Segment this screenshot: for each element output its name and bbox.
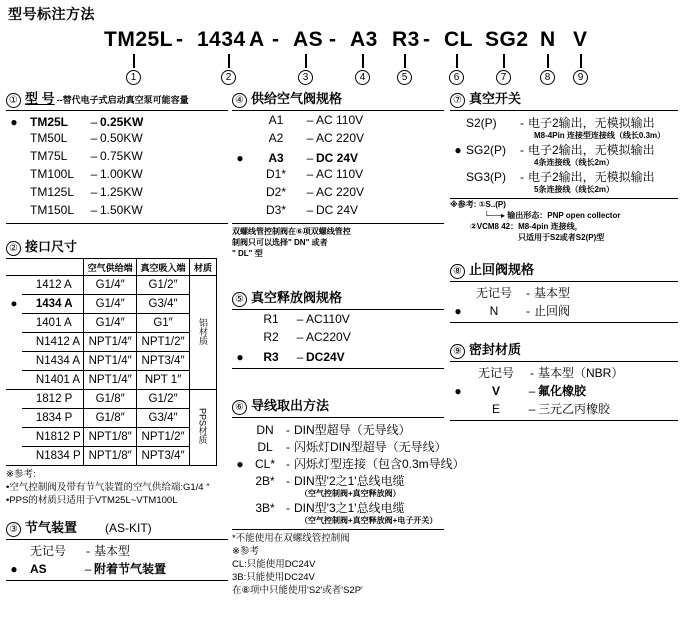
section-4-options (232, 110, 444, 224)
option-row[interactable] (232, 312, 444, 330)
section-3-energy-saver (6, 517, 228, 581)
option-value: 三元乙丙橡胶 (538, 402, 611, 416)
table-header-cell: 真空吸入端 (137, 259, 190, 276)
corner-arrow-icon: └──▸ (484, 211, 506, 220)
option-code: D2* (265, 185, 286, 199)
model-code-line (0, 28, 680, 86)
note-line: ※参考: (6, 469, 36, 480)
selection-bullet-icon: ● (10, 298, 18, 310)
selection-bullet-icon: ● (10, 115, 18, 129)
model-code-token-7: CL (444, 28, 473, 51)
option-code: AS (30, 562, 47, 576)
option-code: 2B* (255, 474, 275, 488)
table-cell-material (190, 390, 217, 466)
selection-bullet-icon (6, 428, 22, 447)
section-8-check-valve (450, 259, 678, 323)
section-7-number: ⑦ (450, 93, 465, 108)
model-code-dash-1: - (176, 28, 183, 51)
selection-bullet-icon (6, 352, 22, 371)
option-dash: - (530, 366, 534, 380)
option-code: R3 (263, 350, 279, 364)
option-dash: – (306, 167, 314, 181)
section-1-title: 型 号 (25, 91, 55, 106)
option-code: 无记号 (477, 366, 514, 380)
section-4-heading (232, 88, 444, 108)
option-value: DC 24V (316, 203, 359, 217)
table-cell-air-supply: G1/4″ (84, 314, 137, 333)
section-3-heading (6, 517, 228, 537)
model-code-tick-④ (362, 54, 364, 68)
option-row[interactable] (232, 149, 444, 167)
selection-bullet-icon: ● (454, 304, 462, 318)
section-1-options (6, 110, 228, 224)
model-code-token-1: TM25L (104, 28, 174, 51)
option-row[interactable] (450, 364, 678, 382)
table-cell-model: 1834 P (22, 409, 84, 428)
table-header-cell: 空气供给端 (84, 259, 137, 276)
section-2-title: 接口尺寸 (25, 239, 78, 254)
option-value: DIN型'2之1'总线电缆 (294, 474, 405, 488)
table-cell-vacuum-inlet: NPT 1″ (137, 371, 190, 390)
note-line: 双螺线管控制阀在⑥项双螺线管控 (232, 227, 351, 236)
option-value: 闪烁灯DIN型超导（无导线） (294, 440, 447, 454)
option-row[interactable] (6, 131, 228, 149)
option-row[interactable] (450, 114, 678, 141)
option-value: 电子2输出，无模拟输出 (528, 170, 655, 184)
selection-bullet-icon (6, 333, 22, 352)
model-code-tick-③ (305, 54, 307, 68)
option-dash: – (90, 203, 98, 217)
option-value: DIN型'3之1'总线电缆 (294, 501, 405, 515)
section-5-vacuum-release-valve (232, 287, 444, 369)
section-9-seal-material (450, 339, 678, 421)
table-cell-model: 1401 A (22, 314, 84, 333)
option-value: 1.50KW (100, 203, 143, 217)
option-dash: – (306, 113, 314, 127)
option-value: AC 110V (316, 113, 364, 127)
section-1-heading (6, 88, 228, 108)
selection-bullet-icon (6, 447, 22, 466)
table-row[interactable] (6, 371, 217, 390)
section-6-heading (232, 395, 444, 415)
option-dash: – (90, 167, 98, 181)
section-7-heading (450, 88, 678, 108)
selection-bullet-icon (6, 371, 22, 390)
option-dash: - (286, 423, 290, 437)
option-code: DL (257, 440, 273, 454)
option-value: 0.50KW (100, 131, 143, 145)
section-2-heading (6, 236, 228, 256)
option-value: AC220V (306, 330, 351, 344)
note-line: *不能使用在双螺线管控制阀 (232, 533, 350, 544)
option-dash: – (296, 350, 304, 364)
model-code-tick-⑨ (580, 54, 582, 68)
table-row[interactable] (6, 352, 217, 371)
option-dash: – (306, 185, 314, 199)
option-code: CL* (254, 457, 275, 471)
option-code: R1 (263, 312, 279, 326)
option-value: 氟化橡胶 (538, 384, 587, 398)
table-cell-air-supply: NPT1/8″ (84, 428, 137, 447)
option-value: 1.25KW (100, 185, 143, 199)
option-sub-caption: 5条连接线（线长2m） (534, 185, 615, 194)
option-value: 0.25KW (100, 115, 144, 129)
model-code-index-⑨: 9 (573, 70, 588, 85)
model-code-token-6: R3 (392, 28, 420, 51)
model-code-token-10: V (573, 28, 588, 51)
table-cell-vacuum-inlet: G1″ (137, 314, 190, 333)
option-row[interactable] (232, 330, 444, 348)
option-row[interactable] (450, 302, 678, 320)
option-code: 无记号 (475, 286, 512, 300)
option-value: 基本型（NBR） (538, 366, 624, 380)
option-value: 止回阀 (534, 304, 571, 318)
option-code: A2 (268, 131, 284, 145)
table-cell-model: 1412 A (22, 276, 84, 295)
option-sub-caption: M8-4Pin 连接型连接线（线长0.3m） (534, 131, 666, 140)
table-row[interactable] (6, 428, 217, 447)
option-row[interactable] (232, 348, 444, 366)
section-8-number: ⑧ (450, 264, 465, 279)
section-6-lead-wire-method (232, 395, 465, 597)
selection-bullet-icon: ● (10, 562, 18, 576)
section-7-note-line2-wrap (450, 210, 678, 221)
section-9-options (450, 361, 678, 421)
note-line: •PPS的材质只适用于VTM25L~VTM100L (6, 495, 178, 506)
option-sub-caption: 4条连接线（线长2m） (534, 158, 615, 167)
table-cell-air-supply: NPT1/4″ (84, 333, 137, 352)
option-code: TM100L (30, 167, 75, 181)
model-code-tick-⑦ (503, 54, 505, 68)
option-row[interactable] (450, 168, 678, 195)
table-cell-vacuum-inlet: G1/2″ (137, 390, 190, 409)
option-code: TM150L (30, 203, 75, 217)
option-dash: - (526, 286, 530, 300)
option-dash: - (286, 457, 290, 471)
section-1-model (6, 88, 228, 224)
model-code-tick-① (133, 54, 135, 68)
option-value: 基本型 (534, 286, 571, 300)
selection-bullet-icon: ● (236, 457, 244, 471)
option-dash: – (306, 151, 314, 165)
option-code: R2 (263, 330, 279, 344)
section-6-notes (232, 530, 444, 597)
section-5-title: 真空释放阀规格 (251, 290, 343, 305)
option-row[interactable] (232, 167, 444, 185)
option-value: 电子2输出，无模拟输出 (528, 143, 655, 157)
option-row[interactable] (232, 499, 444, 526)
selection-bullet-icon (6, 314, 22, 333)
table-cell-model: N1434 A (22, 352, 84, 371)
option-dash: - (286, 440, 290, 454)
table-cell-vacuum-inlet: NPT1/2″ (137, 428, 190, 447)
option-value: 1.00KW (100, 167, 143, 181)
section-8-title: 止回阀规格 (469, 262, 535, 277)
table-cell-material-text: 铝材质 (198, 317, 208, 345)
option-dash: – (296, 312, 304, 326)
section-1-number: ① (6, 93, 21, 108)
selection-bullet-icon: ● (454, 143, 462, 157)
section-3-number: ③ (6, 522, 21, 537)
option-dash: – (90, 115, 98, 129)
option-dash: – (528, 402, 536, 416)
section-5-options (232, 309, 444, 369)
option-row[interactable] (232, 113, 444, 131)
option-row[interactable] (450, 382, 678, 400)
column-middle (232, 88, 465, 599)
selection-bullet-icon (6, 276, 22, 295)
option-row[interactable] (232, 131, 444, 149)
model-code-index-①: 1 (126, 70, 141, 85)
model-code-token-2: 1434 (197, 28, 246, 51)
model-code-tick-② (228, 54, 230, 68)
option-dash: - (520, 170, 524, 184)
section-4-number: ④ (232, 93, 247, 108)
note-line: 3B:只能使用DC24V (232, 572, 315, 583)
table-cell-vacuum-inlet: G3/4″ (137, 295, 190, 314)
option-dash: – (90, 185, 98, 199)
section-7-note-line2: 输出形态：PNP open collector (507, 211, 621, 220)
section-7-note-line4: 只适用于S2或者S2(P)型 (518, 233, 605, 242)
model-code-index-⑧: 8 (540, 70, 555, 85)
option-value: DC 24V (316, 151, 359, 165)
section-4-title: 供给空气阀规格 (251, 91, 343, 106)
option-dash: - (286, 501, 290, 515)
section-7-note-line3: ②VCM8 42：M8-4pin 连接线， (470, 222, 583, 231)
option-dash: – (90, 149, 98, 163)
model-code-index-⑤: 5 (397, 70, 412, 85)
section-7-title: 真空开关 (469, 91, 522, 106)
column-left (6, 88, 228, 583)
option-dash: - (520, 143, 524, 157)
option-row[interactable] (450, 141, 678, 168)
table-header-cell: 材质 (190, 259, 217, 276)
option-code: SG3(P) (466, 170, 507, 184)
section-7-notes (450, 199, 678, 243)
option-value: 附着节气装置 (94, 562, 167, 576)
option-code: DN (256, 423, 274, 437)
table-header-blank (6, 259, 22, 276)
section-7-options (450, 110, 678, 199)
option-dash: – (296, 330, 304, 344)
table-cell-material (190, 276, 217, 390)
option-value: 基本型 (94, 544, 131, 558)
option-dash: – (306, 203, 314, 217)
section-5-number: ⑤ (232, 292, 247, 307)
option-row[interactable] (232, 455, 465, 472)
model-code-token-3: A (249, 28, 265, 51)
note-line: " DL" 型 (232, 249, 263, 258)
option-row[interactable] (6, 149, 228, 167)
section-4-supply-air-valve (232, 88, 444, 259)
model-code-token-9: N (540, 28, 556, 51)
option-code: TM25L (30, 115, 69, 129)
note-line: •空气控制阀及带有节气装置的空气供给端:G1/4 ″ (6, 482, 210, 493)
model-code-tick-⑧ (547, 54, 549, 68)
section-3-suffix: (AS-KIT) (105, 521, 152, 535)
note-line: ※参考 (232, 546, 259, 557)
table-cell-air-supply: G1/4″ (84, 295, 137, 314)
option-code: A3 (268, 151, 284, 165)
option-value: 电子2输出，无模拟输出 (528, 116, 655, 130)
selection-bullet-icon (6, 409, 22, 428)
table-cell-material-text: PPS材质 (197, 407, 208, 444)
option-sub-caption: （空气控制阀+真空释放阀） (300, 489, 401, 498)
option-dash: – (306, 131, 314, 145)
option-sub-caption: （空气控制阀+真空释放阀+电子开关） (300, 516, 438, 525)
section-3-title: 节气装置 (25, 520, 78, 535)
option-value: DIN型超导（无导线） (294, 423, 411, 437)
option-row[interactable] (6, 113, 228, 131)
table-row[interactable] (6, 276, 217, 295)
model-code-token-8: SG2 (485, 28, 529, 51)
table-header-row (6, 259, 217, 276)
interface-size-table (6, 258, 217, 466)
table-row[interactable] (6, 295, 217, 314)
option-code: E (491, 402, 500, 416)
option-value: DC24V (306, 350, 345, 364)
option-row[interactable] (450, 284, 678, 302)
section-2-interface-size (6, 236, 228, 507)
table-cell-vacuum-inlet: NPT3/4″ (137, 352, 190, 371)
option-row[interactable] (450, 400, 678, 418)
option-code: D1* (265, 167, 286, 181)
table-row[interactable] (6, 314, 217, 333)
section-2-number: ② (6, 241, 21, 256)
option-value: AC110V (306, 312, 350, 326)
option-row[interactable] (6, 203, 228, 221)
table-row[interactable] (6, 390, 217, 409)
section-3-options (6, 539, 228, 581)
section-9-heading (450, 339, 678, 359)
model-code-dash-2: - (272, 28, 279, 51)
note-line: 在⑧项中只能使用'S2'或者'S2P' (232, 585, 363, 596)
option-dash: - (526, 304, 530, 318)
option-code: A1 (268, 113, 284, 127)
table-cell-air-supply: G1/4″ (84, 276, 137, 295)
option-code: TM125L (30, 185, 75, 199)
model-code-index-④: 4 (355, 70, 370, 85)
section-9-title: 密封材质 (469, 342, 522, 357)
option-row[interactable] (6, 560, 228, 578)
model-code-index-⑥: 6 (449, 70, 464, 85)
table-cell-vacuum-inlet: NPT3/4″ (137, 447, 190, 466)
option-value: 0.75KW (100, 149, 143, 163)
section-8-options (450, 281, 678, 323)
option-value: 闪烁灯型连接（包含0.3m导线） (294, 457, 465, 471)
option-value: AC 110V (316, 167, 364, 181)
option-row[interactable] (6, 185, 228, 203)
note-line: 制阀只可以选择" DN" 或者 (232, 238, 328, 247)
table-cell-air-supply: NPT1/8″ (84, 447, 137, 466)
option-dash: - (86, 544, 90, 558)
table-cell-air-supply: G1/8″ (84, 409, 137, 428)
section-6-options (232, 417, 465, 530)
table-row[interactable] (6, 333, 217, 352)
option-row[interactable] (232, 203, 444, 221)
page-title: 型号标注方法 (8, 6, 95, 22)
table-cell-air-supply: NPT1/4″ (84, 371, 137, 390)
model-code-tick-⑤ (404, 54, 406, 68)
table-row[interactable] (6, 447, 217, 466)
table-cell-air-supply: NPT1/4″ (84, 352, 137, 371)
section-5-heading (232, 287, 444, 307)
option-dash: - (520, 116, 524, 130)
option-dash: – (528, 384, 536, 398)
option-value: AC 220V (316, 131, 365, 145)
option-value: AC 220V (316, 185, 365, 199)
table-header-model (22, 259, 84, 276)
option-row[interactable] (232, 438, 447, 455)
option-code: S2(P) (466, 116, 497, 130)
option-code: SG2(P) (466, 143, 507, 157)
table-cell-model: 1434 A (22, 295, 84, 314)
selection-bullet-icon: ● (236, 151, 244, 165)
section-7-vacuum-switch (450, 88, 678, 243)
selection-bullet-icon (6, 390, 22, 409)
model-code-tick-⑥ (456, 54, 458, 68)
option-code: TM50L (30, 131, 68, 145)
option-code: N (489, 304, 499, 318)
option-dash: – (84, 562, 92, 576)
table-cell-model: N1401 A (22, 371, 84, 390)
section-8-heading (450, 259, 678, 279)
option-code: V (491, 384, 500, 398)
model-code-dash-3: - (329, 28, 336, 51)
table-cell-vacuum-inlet: NPT1/2″ (137, 333, 190, 352)
table-cell-model: 1812 P (22, 390, 84, 409)
option-dash: – (90, 131, 98, 145)
option-code: 无记号 (30, 544, 67, 558)
table-cell-vacuum-inlet: G1/2″ (137, 276, 190, 295)
selection-bullet-icon: ● (454, 384, 462, 398)
option-row[interactable] (6, 167, 228, 185)
option-row[interactable] (6, 542, 228, 560)
section-6-title: 导线取出方法 (251, 398, 330, 413)
option-code: TM75L (30, 149, 68, 163)
model-code-token-4: AS (293, 28, 324, 51)
option-code: D3* (265, 203, 286, 217)
column-right (450, 88, 678, 423)
model-code-index-②: 2 (221, 70, 236, 85)
table-cell-model: N1812 P (22, 428, 84, 447)
model-code-token-5: A3 (350, 28, 378, 51)
section-7-note-line1: ※参考: ①S..(P) (450, 200, 506, 209)
table-cell-air-supply: G1/8″ (84, 390, 137, 409)
table-cell-model: N1834 P (22, 447, 84, 466)
option-row[interactable] (232, 421, 444, 438)
option-row[interactable] (232, 472, 444, 499)
section-2-notes (6, 466, 228, 507)
model-code-index-⑦: 7 (496, 70, 511, 85)
section-4-notes (232, 224, 444, 259)
section-9-number: ⑨ (450, 344, 465, 359)
selection-bullet-icon: ● (236, 350, 244, 364)
table-row[interactable] (6, 409, 217, 428)
model-code-index-③: 3 (298, 70, 313, 85)
option-dash: - (286, 474, 290, 488)
section-6-number: ⑥ (232, 400, 247, 415)
table-cell-vacuum-inlet: G3/4″ (137, 409, 190, 428)
model-code-dash-4: - (423, 28, 430, 51)
option-row[interactable] (232, 185, 444, 203)
option-code: 3B* (255, 501, 275, 515)
section-1-suffix: --替代电子式启动真空泵可能容量 (56, 95, 189, 105)
note-line: CL:只能使用DC24V (232, 559, 316, 570)
table-cell-model: N1412 A (22, 333, 84, 352)
